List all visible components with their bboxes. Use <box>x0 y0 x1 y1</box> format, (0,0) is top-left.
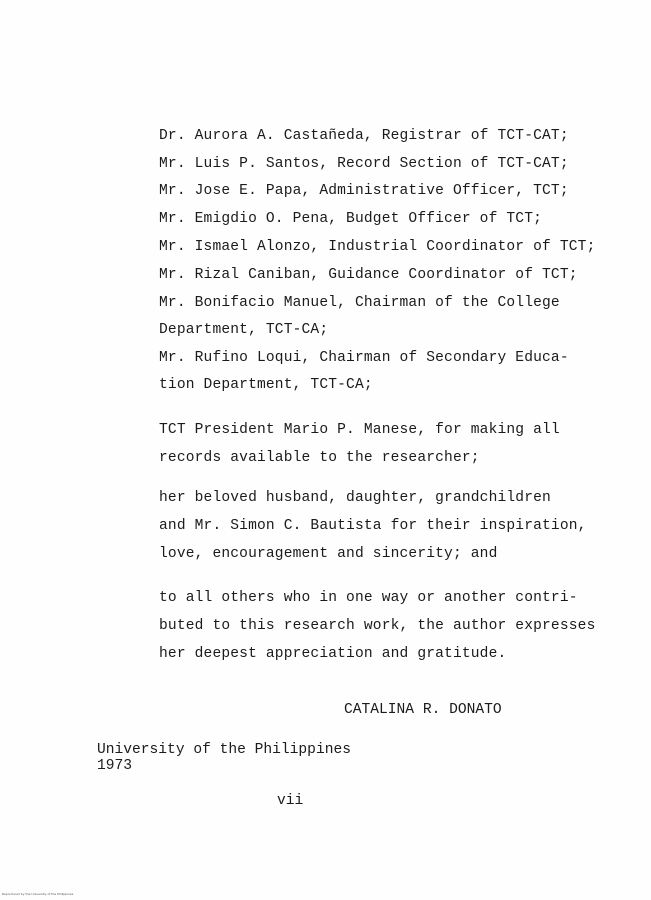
page-number: vii <box>277 793 304 809</box>
ack-line: Mr. Ismael Alonzo, Industrial Coordinator of TCT; <box>159 239 596 255</box>
ack-line: Mr. Bonifacio Manuel, Chairman of the College <box>159 295 560 311</box>
ack-line: tion Department, TCT-CA; <box>159 377 373 393</box>
ack-line: and Mr. Simon C. Bautista for their inspiration, <box>159 518 587 534</box>
ack-line: Mr. Emigdio O. Pena, Budget Officer of TCT; <box>159 211 543 227</box>
author-signature: CATALINA R. DONATO <box>344 702 502 718</box>
ack-line: buted to this research work, the author expresses <box>159 618 596 634</box>
ack-line: her deepest appreciation and gratitude. <box>159 646 507 662</box>
ack-line: Mr. Jose E. Papa, Administrative Officer, TCT; <box>159 183 569 199</box>
institution-name: University of the Philippines <box>97 742 351 758</box>
ack-line: TCT President Mario P. Manese, for making all <box>159 422 560 438</box>
ack-line: Department, TCT-CA; <box>159 322 329 338</box>
ack-line: love, encouragement and sincerity; and <box>159 546 498 562</box>
ack-line: Mr. Rizal Caniban, Guidance Coordinator of TCT; <box>159 267 578 283</box>
ack-line: Mr. Luis P. Santos, Record Section of TCT-CAT; <box>159 156 569 172</box>
ack-line: Mr. Rufino Loqui, Chairman of Secondary Educa- <box>159 350 569 366</box>
ack-line: her beloved husband, daughter, grandchildren <box>159 490 551 506</box>
ack-line: Dr. Aurora A. Castañeda, Registrar of TCT-CAT; <box>159 128 569 144</box>
footer-note: Reproduced by the University of the Philippines <box>2 892 74 896</box>
ack-line: records available to the researcher; <box>159 450 480 466</box>
year: 1973 <box>97 758 133 774</box>
ack-line: to all others who in one way or another contri- <box>159 590 578 606</box>
